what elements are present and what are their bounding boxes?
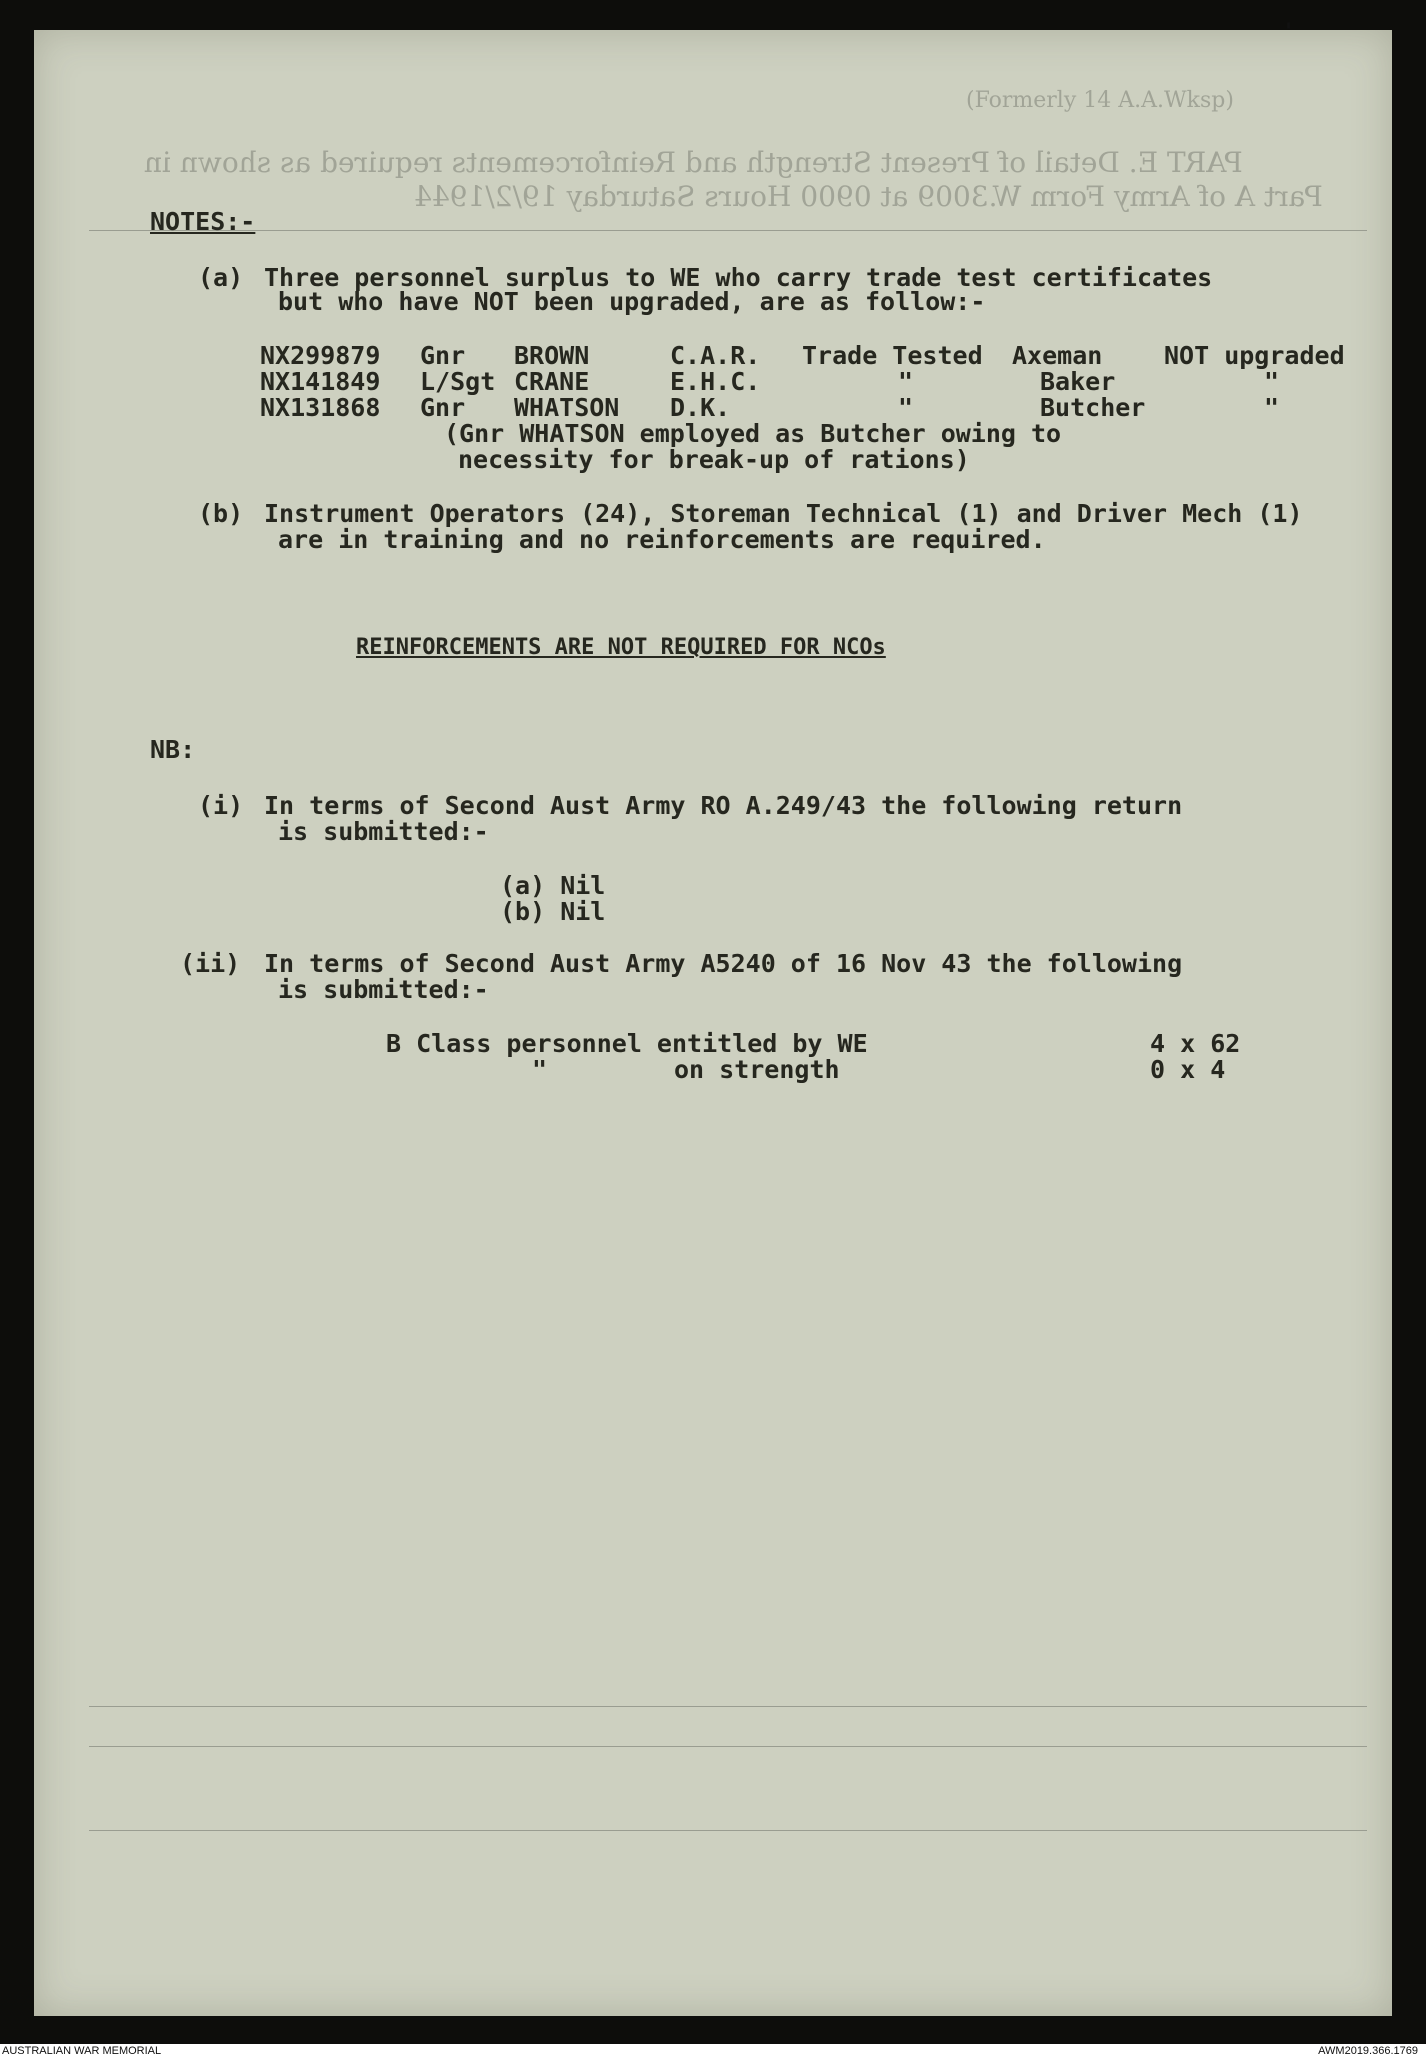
note-a-line2: but who have NOT been upgraded, are as follow:- — [278, 287, 986, 316]
note-a-remark: (Gnr WHATSON employed as Butcher owing to — [444, 419, 1062, 448]
trade-status: " — [898, 393, 914, 422]
document-page — [34, 20, 1392, 2016]
surname: BROWN — [514, 341, 590, 370]
note-b-marker: (b) — [198, 499, 244, 528]
upgrade-note: " — [1264, 367, 1280, 396]
nb-i-line1: In terms of Second Aust Army RO A.249/43 the following return — [264, 791, 1183, 820]
bleed-rule — [89, 1746, 1367, 1747]
bleed-rule — [89, 1830, 1367, 1831]
note-a-remark: necessity for break-up of rations) — [458, 445, 970, 474]
nb-ii-marker: (ii) — [180, 949, 241, 978]
surname: CRANE — [514, 367, 590, 396]
nb-i-marker: (i) — [198, 791, 244, 820]
upgrade-note: " — [1264, 393, 1280, 422]
bleed-rule — [89, 230, 1367, 231]
bleed-through-line: PART E. Detail of Present Strength and Reinforcements required as shown in — [144, 146, 1243, 179]
note-b-line1: Instrument Operators (24), Storeman Technical (1) and Driver Mech (1) — [264, 499, 1303, 528]
initials: D.K. — [670, 393, 731, 422]
bleed-rule — [89, 1706, 1367, 1707]
note-a-marker: (a) — [198, 263, 244, 292]
archive-reference: AWM2019.366.1769 — [1318, 2045, 1418, 2057]
archive-credit: AUSTRALIAN WAR MEMORIAL — [2, 2045, 162, 2057]
trade: Axeman — [1012, 341, 1103, 370]
b-class-on-strength-label: on strength — [674, 1055, 840, 1084]
rank: Gnr — [420, 341, 466, 370]
reinforcements-heading: REINFORCEMENTS ARE NOT REQUIRED FOR NCOs — [356, 635, 886, 660]
nb-ii-line2: is submitted:- — [278, 975, 489, 1004]
initials: E.H.C. — [670, 367, 761, 396]
b-class-entitled-label: B Class personnel entitled by WE — [386, 1029, 868, 1058]
ditto-mark: " — [532, 1055, 548, 1084]
service-number: NX299879 — [260, 341, 381, 370]
trade: Butcher — [1040, 393, 1146, 422]
bleed-through-line: (Formerly 14 A.A.Wksp) — [966, 88, 1234, 113]
nb-heading: NB: — [150, 735, 196, 764]
service-number: NX141849 — [260, 367, 381, 396]
nb-ii-line1: In terms of Second Aust Army A5240 of 16 Nov 43 the following — [264, 949, 1183, 978]
notes-heading: NOTES:- — [150, 207, 256, 236]
b-class-entitled-value: 4 x 62 — [1150, 1029, 1241, 1058]
initials: C.A.R. — [670, 341, 761, 370]
service-number: NX131868 — [260, 393, 381, 422]
trade-status: Trade Tested — [802, 341, 983, 370]
trade: Baker — [1040, 367, 1116, 396]
rank: Gnr — [420, 393, 466, 422]
nb-i-line2: is submitted:- — [278, 817, 489, 846]
nb-i-item-a: (a) Nil — [500, 871, 606, 900]
upgrade-note: NOT upgraded — [1164, 341, 1345, 370]
surname: WHATSON — [514, 393, 620, 422]
bleed-through-line: Part A of Army Form W.3009 at 0900 Hours Saturday 19/2/1944 — [414, 180, 1323, 213]
note-b-line2: are in training and no reinforcements are required. — [278, 525, 1046, 554]
nb-i-item-b: (b) Nil — [500, 897, 606, 926]
rank: L/Sgt — [420, 367, 496, 396]
ink-mark: ' — [1282, 20, 1296, 45]
b-class-on-strength-value: 0 x 4 — [1150, 1055, 1226, 1084]
trade-status: " — [898, 367, 914, 396]
note-a-line1: Three personnel surplus to WE who carry trade test certificates — [264, 263, 1213, 292]
